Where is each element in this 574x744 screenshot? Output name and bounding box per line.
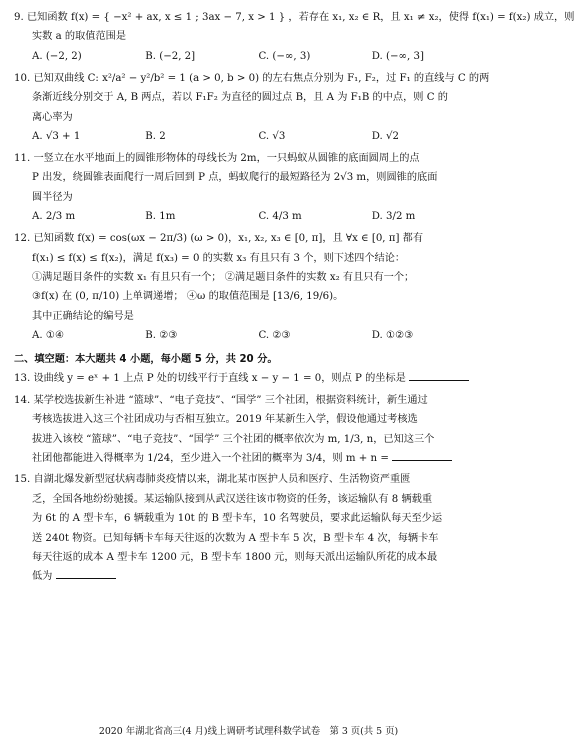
q10-option-b: B. 2 (145, 131, 166, 143)
page-footer: 2020 年湖北省高三(4 月)线上调研考试理科数学试卷 第 3 页(共 5 页) (98, 726, 399, 737)
q9-stem-line2: 实数 a 的取值范围是 (32, 31, 127, 43)
q15-stem-line1: 15. 自湖北爆发新型冠状病毒肺炎疫情以来，湖北某市医护人员和医疗、生活物资严重匮 (14, 474, 411, 486)
q12-stem-line3: ①满足题目条件的实数 x₁ 有且只有一个； ②满足题目条件的实数 x₂ 有且只有一个； (32, 272, 415, 284)
q14-stem-line2: 考核选拔进入这三个社团成功与否相互独立。2019 年某新生入学，假设他通过考核选 (32, 414, 418, 426)
q11-option-d: D. 3/2 m (371, 211, 416, 223)
q12-option-c: C. ②③ (258, 330, 291, 342)
q12-stem-line1: 12. 已知函数 f(x) = cos(ωx − 2π/3) (ω > 0)，x₁, x₂, x₃ ∈ [0, π]，且 ∀x ∈ [0, π] 都有 (14, 233, 424, 245)
q15-stem-line6 (14, 567, 485, 586)
q9-option-b: B. (−2, 2] (145, 50, 196, 62)
q12-stem-line2: f(x₁) ≤ f(x) ≤ f(x₂)，满足 f(x₃) = 0 的实数 x₃ 有且只有 3 个，则下述四个结论： (32, 252, 406, 264)
q12-option-b: B. ②③ (145, 330, 178, 342)
q11-stem-line1: 11. 一竖立在水平地面上的圆锥形物体的母线长为 2m，一只蚂蚁从圆锥的底面圆周上的点 (14, 153, 420, 165)
q10-stem-line1: 10. 已知双曲线 C: x²/a² − y²/b² = 1 (a > 0, b > 0) 的左右焦点分别为 F₁, F₂，过 F₁ 的直线与 C 的两 (14, 72, 490, 84)
q12-stem-line5: 其中正确结论的编号是 (32, 310, 134, 322)
question-10 (14, 69, 490, 147)
section-heading-fill-in: 二、填空题：本大题共 4 小题，每小题 5 分，共 20 分。 (14, 354, 278, 366)
q14-answer-blank[interactable] (392, 450, 452, 461)
q9-option-a: A. (−2, 2) (32, 50, 82, 62)
q13-answer-blank[interactable] (409, 370, 469, 381)
q14-stem-line4-text: 社团他都能进入得概率为 1/24，至少进入一个社团的概率为 3/4，则 m + n = (32, 452, 389, 464)
q10-stem-line3: 离心率为 (32, 111, 73, 123)
q10-option-c: C. √3 (258, 131, 286, 143)
q12-stem-line4: ③f(x) 在 (0, π/10) 上单调递增； ④ω 的取值范围是 [13/6, 19/6)。 (32, 291, 344, 303)
q11-option-a: A. 2/3 m (32, 211, 76, 223)
q9-option-c: C. (−∞, 3) (258, 50, 311, 62)
q15-stem-line5: 每天往返的成本 A 型卡车 1200 元，B 型卡车 1800 元，则每天派出运输队所花的成本最 (32, 551, 438, 563)
q12-options (14, 326, 485, 346)
question-11 (14, 149, 485, 227)
q15-stem-line3: 为 6t 的 A 型卡车，6 辆载重为 10t 的 B 型卡车，10 名驾驶员，要求此运输队每天至少运 (32, 513, 443, 525)
q14-stem-line4 (14, 449, 485, 468)
q15-stem-line4: 送 240t 物资。已知每辆卡车每天往返的次数为 A 型卡车 5 次，B 型卡车 4 次，每辆卡车 (32, 532, 439, 544)
q15-stem-line6-text: 低为 (32, 571, 53, 583)
q10-option-d: D. √2 (371, 131, 400, 143)
q14-stem-line1: 14. 某学校选拔新生补进 “篮球”、“电子竞技”、“国学” 三个社团，根据资料统计，新生通过 (14, 394, 428, 406)
question-13 (14, 369, 485, 388)
question-14 (14, 391, 485, 469)
question-12 (14, 229, 485, 346)
q11-options (14, 207, 485, 227)
q11-stem-line3: 圆半径为 (32, 191, 73, 203)
q9-stem-line1: 9. 已知函数 f(x) = { −x² + ax, x ≤ 1 ; 3ax − 7, x > 1 } ，若存在 x₁, x₂ ∈ R，且 x₁ ≠ x₂，使得 f(x₁) = f(x₂) 成立，则 (14, 12, 574, 23)
q10-option-a: A. √3 + 1 (32, 131, 81, 143)
q15-stem-line2: 乏，全国各地纷纷驰援。某运输队接到从武汉送往该市物资的任务，该运输队有 8 辆载重 (32, 493, 433, 505)
q15-answer-blank[interactable] (56, 568, 116, 579)
q14-stem-line3: 拔进入该校 “篮球”、“电子竞技”、“国学” 三个社团的概率依次为 m, 1/3, n，已知这三个 (32, 433, 435, 445)
q13-stem: 13. 设曲线 y = eˣ + 1 上点 P 处的切线平行于直线 x − y − 1 = 0，则点 P 的坐标是 (14, 373, 406, 385)
q11-option-c: C. 4/3 m (258, 211, 302, 223)
q11-option-b: B. 1m (145, 211, 176, 223)
q10-options (14, 127, 485, 147)
q11-stem-line2: P 出发，绕圆锥表面爬行一周后回到 P 点，蚂蚁爬行的最短路径为 2√3 m，则圆锥的底面 (32, 172, 438, 184)
q9-option-d: D. (−∞, 3] (371, 50, 424, 62)
question-9 (14, 8, 574, 67)
question-15 (14, 470, 485, 586)
q12-option-a: A. ①④ (32, 330, 65, 342)
q12-option-d: D. ①②③ (371, 330, 414, 342)
q10-stem-line2: 条渐近线分别交于 A, B 两点，若以 F₁F₂ 为直径的圆过点 B，且 A 为 F₁B 的中点，则 C 的 (32, 92, 448, 104)
q9-options (14, 47, 485, 67)
